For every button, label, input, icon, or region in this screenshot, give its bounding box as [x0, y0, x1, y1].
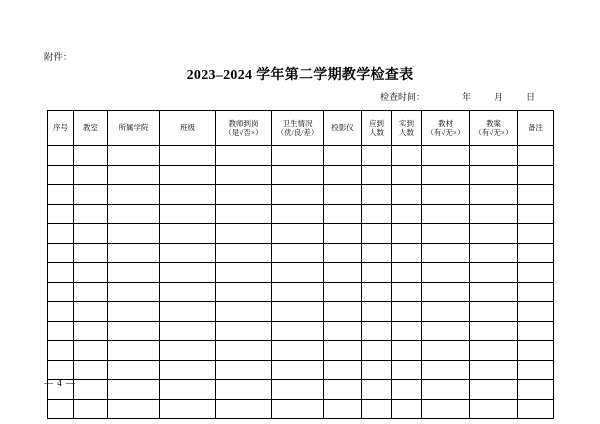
table-cell[interactable]	[216, 321, 272, 341]
table-cell[interactable]	[272, 282, 324, 302]
table-cell[interactable]	[216, 204, 272, 224]
table-cell[interactable]	[422, 380, 470, 400]
table-cell[interactable]	[422, 165, 470, 185]
table-cell[interactable]	[324, 165, 362, 185]
check-time-month-label: 月	[494, 92, 504, 102]
table-cell[interactable]	[216, 243, 272, 263]
table-row	[48, 341, 554, 361]
table-cell[interactable]	[48, 185, 74, 205]
teaching-check-table	[47, 110, 554, 419]
table-cell[interactable]	[48, 146, 74, 166]
table-column-header	[518, 111, 554, 146]
table-cell[interactable]	[324, 263, 362, 283]
table-cell[interactable]	[48, 282, 74, 302]
table-row	[48, 321, 554, 341]
table-row	[48, 263, 554, 283]
table-cell[interactable]	[108, 146, 160, 166]
table-cell[interactable]	[108, 399, 160, 419]
table-cell[interactable]	[324, 282, 362, 302]
table-cell[interactable]	[272, 360, 324, 380]
table-cell[interactable]	[422, 341, 470, 361]
table-cell[interactable]	[48, 341, 74, 361]
table-cell[interactable]	[216, 302, 272, 322]
table-cell[interactable]	[392, 263, 422, 283]
table-cell[interactable]	[48, 263, 74, 283]
table-cell[interactable]	[362, 185, 392, 205]
table-cell[interactable]	[160, 282, 216, 302]
table-cell[interactable]	[518, 185, 554, 205]
table-cell[interactable]	[74, 399, 108, 419]
check-time-label: 检查时间：	[380, 92, 426, 102]
table-cell[interactable]	[470, 341, 518, 361]
table-cell[interactable]	[74, 224, 108, 244]
table-cell[interactable]	[324, 341, 362, 361]
table-column-header-line1: 教材	[438, 118, 453, 128]
table-cell[interactable]	[48, 204, 74, 224]
table-cell[interactable]	[108, 341, 160, 361]
table-cell[interactable]	[362, 224, 392, 244]
table-cell[interactable]	[470, 360, 518, 380]
table-cell[interactable]	[518, 321, 554, 341]
table-cell[interactable]	[160, 243, 216, 263]
table-column-header-line1: 实到	[399, 118, 414, 128]
table-cell[interactable]	[160, 302, 216, 322]
table-row	[48, 165, 554, 185]
table-cell[interactable]	[422, 399, 470, 419]
table-column-header-line1: 卫生情况	[282, 118, 313, 128]
table-cell[interactable]	[362, 243, 392, 263]
table-column-header-line1: 班级	[180, 123, 195, 133]
table-cell[interactable]	[324, 224, 362, 244]
table-cell[interactable]	[362, 263, 392, 283]
table-cell[interactable]	[272, 341, 324, 361]
table-cell[interactable]	[470, 302, 518, 322]
table-cell[interactable]	[160, 341, 216, 361]
table-cell[interactable]	[518, 146, 554, 166]
table-row	[48, 204, 554, 224]
page-title: 2023–2024 学年第二学期教学检查表	[186, 68, 414, 83]
table-cell[interactable]	[48, 321, 74, 341]
table-cell[interactable]	[470, 321, 518, 341]
table-cell[interactable]	[108, 282, 160, 302]
table-row	[48, 399, 554, 419]
table-column-header	[74, 111, 108, 146]
table-cell[interactable]	[518, 360, 554, 380]
table-cell[interactable]	[518, 341, 554, 361]
table-cell[interactable]	[216, 341, 272, 361]
table-cell[interactable]	[422, 282, 470, 302]
table-cell[interactable]	[108, 224, 160, 244]
table-column-header	[272, 111, 324, 146]
table-column-header	[422, 111, 470, 146]
table-column-header	[324, 111, 362, 146]
table-row	[48, 282, 554, 302]
table-column-header	[48, 111, 74, 146]
table-cell[interactable]	[108, 360, 160, 380]
table-cell[interactable]	[422, 146, 470, 166]
table-cell[interactable]	[74, 380, 108, 400]
table-cell[interactable]	[392, 165, 422, 185]
table-cell[interactable]	[362, 282, 392, 302]
table-column-header	[108, 111, 160, 146]
table-column-header-line1: 所属学院	[118, 123, 149, 133]
table-cell[interactable]	[74, 302, 108, 322]
table-cell[interactable]	[216, 360, 272, 380]
table-column-header-line2: 人数	[399, 128, 414, 137]
table-cell[interactable]	[362, 380, 392, 400]
table-cell[interactable]	[324, 243, 362, 263]
table-cell[interactable]	[74, 263, 108, 283]
table-cell[interactable]	[108, 243, 160, 263]
table-cell[interactable]	[362, 399, 392, 419]
table-cell[interactable]	[48, 399, 74, 419]
table-cell[interactable]	[272, 399, 324, 419]
table-cell[interactable]	[324, 204, 362, 224]
table-cell[interactable]	[324, 185, 362, 205]
table-cell[interactable]	[470, 146, 518, 166]
table-cell[interactable]	[362, 146, 392, 166]
table-cell[interactable]	[518, 243, 554, 263]
table-row	[48, 146, 554, 166]
table-column-header	[470, 111, 518, 146]
table-cell[interactable]	[392, 282, 422, 302]
table-cell[interactable]	[108, 380, 160, 400]
table-cell[interactable]	[272, 185, 324, 205]
table-column-header-line2: （是√否×）	[224, 128, 263, 137]
table-cell[interactable]	[392, 399, 422, 419]
table-cell[interactable]	[362, 360, 392, 380]
table-cell[interactable]	[362, 204, 392, 224]
table-cell[interactable]	[392, 360, 422, 380]
table-column-header-line1: 教案	[486, 118, 501, 128]
table-column-header	[160, 111, 216, 146]
table-column-header	[362, 111, 392, 146]
table-column-header	[216, 111, 272, 146]
table-cell[interactable]	[160, 399, 216, 419]
table-cell[interactable]	[108, 204, 160, 224]
table-column-header-line1: 教师到岗	[228, 118, 259, 128]
table-row	[48, 185, 554, 205]
table-cell[interactable]	[160, 321, 216, 341]
table-cell[interactable]	[216, 399, 272, 419]
table-cell[interactable]	[392, 224, 422, 244]
table-cell[interactable]	[324, 321, 362, 341]
table-cell[interactable]	[74, 146, 108, 166]
check-time-year-label: 年	[462, 92, 472, 102]
table-cell[interactable]	[470, 224, 518, 244]
table-cell[interactable]	[160, 224, 216, 244]
table-cell[interactable]	[422, 204, 470, 224]
table-cell[interactable]	[216, 165, 272, 185]
table-cell[interactable]	[470, 282, 518, 302]
table-cell[interactable]	[48, 360, 74, 380]
table-cell[interactable]	[74, 341, 108, 361]
table-cell[interactable]	[470, 263, 518, 283]
table-row	[48, 302, 554, 322]
table-header	[48, 111, 554, 146]
table-cell[interactable]	[216, 380, 272, 400]
table-cell[interactable]	[160, 165, 216, 185]
table-cell[interactable]	[518, 263, 554, 283]
table-cell[interactable]	[518, 224, 554, 244]
table-cell[interactable]	[470, 243, 518, 263]
table-cell[interactable]	[324, 146, 362, 166]
table-row	[48, 224, 554, 244]
table-cell[interactable]	[216, 263, 272, 283]
table-cell[interactable]	[108, 185, 160, 205]
table-cell[interactable]	[272, 380, 324, 400]
check-time-row	[380, 90, 552, 103]
table-cell[interactable]	[48, 224, 74, 244]
table-cell[interactable]	[272, 321, 324, 341]
table-cell[interactable]	[518, 302, 554, 322]
table-cell[interactable]	[392, 380, 422, 400]
table-cell[interactable]	[216, 224, 272, 244]
table-cell[interactable]	[108, 321, 160, 341]
table-cell[interactable]	[422, 185, 470, 205]
table-cell[interactable]	[108, 302, 160, 322]
table-cell[interactable]	[74, 185, 108, 205]
check-time-day-label: 日	[526, 92, 536, 102]
table-column-header-line2: （优/良/差）	[276, 128, 319, 137]
table-cell[interactable]	[272, 165, 324, 185]
table-cell[interactable]	[422, 360, 470, 380]
table-cell[interactable]	[272, 263, 324, 283]
table-cell[interactable]	[108, 165, 160, 185]
table-cell[interactable]	[362, 302, 392, 322]
table-column-header-line1: 教室	[83, 123, 98, 133]
table-cell[interactable]	[422, 224, 470, 244]
table-cell[interactable]	[392, 185, 422, 205]
table-cell[interactable]	[216, 185, 272, 205]
table-cell[interactable]	[422, 302, 470, 322]
table-cell[interactable]	[392, 243, 422, 263]
table-cell[interactable]	[74, 243, 108, 263]
table-cell[interactable]	[272, 224, 324, 244]
table-cell[interactable]	[48, 243, 74, 263]
table-cell[interactable]	[362, 341, 392, 361]
table-cell[interactable]	[272, 146, 324, 166]
table-column-header-line1: 序号	[53, 123, 68, 133]
table-cell[interactable]	[160, 146, 216, 166]
table-column-header-line1: 应到	[369, 118, 384, 128]
table-cell[interactable]	[160, 185, 216, 205]
table-cell[interactable]	[470, 185, 518, 205]
table-cell[interactable]	[324, 399, 362, 419]
table-cell[interactable]	[160, 360, 216, 380]
table-cell[interactable]	[392, 341, 422, 361]
table-cell[interactable]	[392, 321, 422, 341]
table-column-header-line2: 人数	[369, 128, 384, 137]
table-cell[interactable]	[74, 204, 108, 224]
table-cell[interactable]	[216, 282, 272, 302]
table-cell[interactable]	[74, 321, 108, 341]
table-column-header-line2: （有√无×）	[474, 128, 513, 137]
table-row	[48, 380, 554, 400]
table-cell[interactable]	[518, 204, 554, 224]
table-cell[interactable]	[272, 243, 324, 263]
table-cell[interactable]	[470, 165, 518, 185]
table-column-header-line1: 备注	[528, 123, 543, 133]
table-cell[interactable]	[48, 165, 74, 185]
table-cell[interactable]	[470, 204, 518, 224]
table-column-header-line1: 投影仪	[331, 123, 354, 133]
table-cell[interactable]	[392, 302, 422, 322]
table-cell[interactable]	[48, 302, 74, 322]
table-cell[interactable]	[74, 360, 108, 380]
table-cell[interactable]	[362, 321, 392, 341]
table-cell[interactable]	[392, 204, 422, 224]
table-row	[48, 360, 554, 380]
table-column-header	[392, 111, 422, 146]
table-row	[48, 243, 554, 263]
table-cell[interactable]	[160, 263, 216, 283]
table-cell[interactable]	[422, 263, 470, 283]
table-cell[interactable]	[518, 380, 554, 400]
table-cell[interactable]	[216, 146, 272, 166]
table-cell[interactable]	[392, 146, 422, 166]
table-cell[interactable]	[74, 165, 108, 185]
table-cell[interactable]	[470, 399, 518, 419]
table-cell[interactable]	[470, 380, 518, 400]
table-cell[interactable]	[108, 263, 160, 283]
table-cell[interactable]	[272, 204, 324, 224]
table-cell[interactable]	[422, 321, 470, 341]
attachment-label: 附件：	[44, 52, 73, 62]
table-cell[interactable]	[272, 302, 324, 322]
table-cell[interactable]	[362, 165, 392, 185]
table-cell[interactable]	[422, 243, 470, 263]
table-cell[interactable]	[518, 165, 554, 185]
table-cell[interactable]	[324, 360, 362, 380]
table-column-header-line2: （有√无×）	[426, 128, 465, 137]
table-cell[interactable]	[324, 302, 362, 322]
table-cell[interactable]	[324, 380, 362, 400]
table-cell[interactable]	[518, 399, 554, 419]
table-cell[interactable]	[518, 282, 554, 302]
table-body	[48, 146, 554, 419]
page-number: — 4 —	[44, 378, 76, 388]
table-cell[interactable]	[160, 204, 216, 224]
table-header-row	[48, 111, 554, 146]
table-cell[interactable]	[74, 282, 108, 302]
table-cell[interactable]	[160, 380, 216, 400]
